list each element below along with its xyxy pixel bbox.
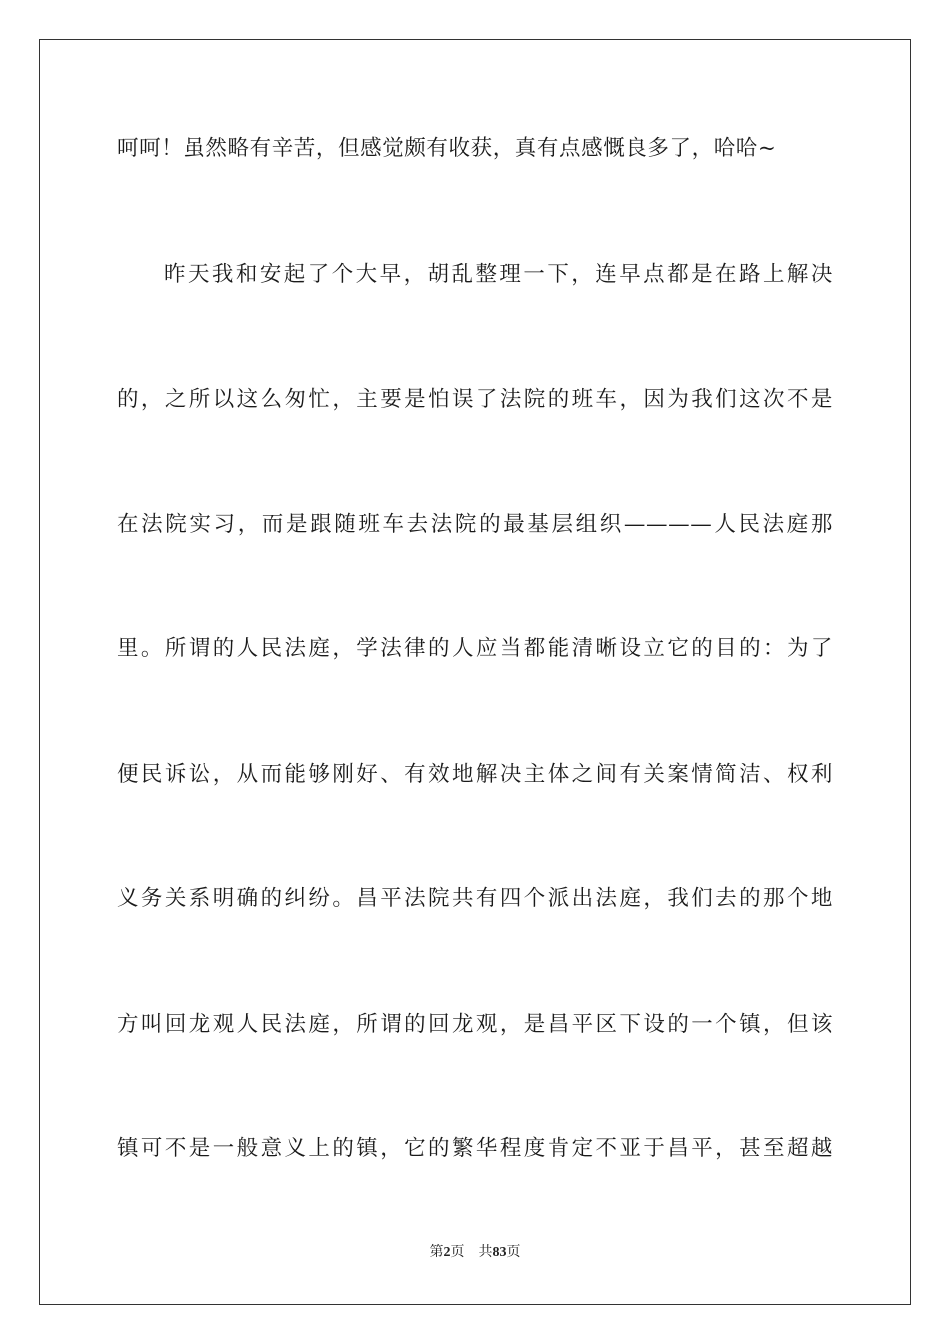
text-line-6: 便民诉讼，从而能够刚好、有效地解决主体之间有关案情简洁、权利 (117, 762, 833, 787)
text-line-1: 呵呵！虽然略有辛苦，但感觉颇有收获，真有点感慨良多了，哈哈~ (117, 136, 777, 161)
text-line-3: 的，之所以这么匆忙，主要是怕误了法院的班车，因为我们这次不是 (117, 387, 833, 412)
text-line-5: 里。所谓的人民法庭，学法律的人应当都能清晰设立它的目的：为了 (117, 636, 833, 661)
text-line-4: 在法院实习，而是跟随班车去法院的最基层组织————人民法庭那 (117, 512, 833, 537)
text-line-9: 镇可不是一般意义上的镇，它的繁华程度肯定不亚于昌平，甚至超越 (117, 1136, 833, 1161)
text-line-2: 昨天我和安起了个大早，胡乱整理一下，连早点都是在路上解决 (164, 262, 833, 287)
page-suffix: 页 (450, 1244, 465, 1260)
total-pages: 83 (492, 1245, 507, 1260)
page-border (39, 39, 911, 1305)
text-line-8: 方叫回龙观人民法庭，所谓的回龙观，是昌平区下设的一个镇，但该 (117, 1012, 833, 1037)
total-suffix: 页 (506, 1244, 521, 1260)
page-prefix: 第 (429, 1244, 444, 1260)
page-footer (0, 1242, 950, 1263)
total-prefix: 共 (478, 1244, 493, 1260)
page-number: 2 (443, 1245, 451, 1260)
text-line-7: 义务关系明确的纠纷。昌平法院共有四个派出法庭，我们去的那个地 (117, 886, 833, 911)
